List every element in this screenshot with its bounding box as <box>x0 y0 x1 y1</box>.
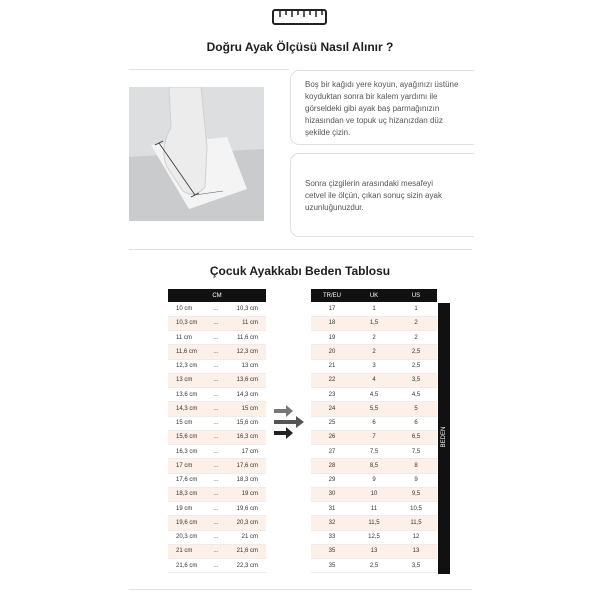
us-cell: 3,5 <box>395 373 437 387</box>
tr-eu-cell: 29 <box>311 473 353 487</box>
beden-label-text: BEDEN <box>441 426 447 448</box>
us-cell: 13 <box>395 544 437 558</box>
tr-eu-cell: 35 <box>311 544 353 558</box>
us-cell: 9,5 <box>395 487 437 501</box>
table-row <box>168 345 266 359</box>
cm-separator-cell: ... <box>206 516 226 530</box>
cm-separator-cell: ... <box>206 316 226 330</box>
cm-from-cell: 21 cm <box>168 544 206 558</box>
uk-cell: 4,5 <box>353 388 395 402</box>
cm-to-cell: 12,3 cm <box>226 345 266 359</box>
cm-separator-cell: ... <box>206 373 226 387</box>
cm-from-cell: 13 cm <box>168 373 206 387</box>
cm-table <box>168 289 266 573</box>
instruction-text: Sonra çizgilerin arasındaki mesafeyi cetvel ile ölçün, çıkan sonuç sizin ayak uzunluğunuzdur. <box>305 179 442 212</box>
table-row <box>168 416 266 430</box>
table-row <box>311 302 437 316</box>
cm-separator-cell: ... <box>206 416 226 430</box>
table-row <box>311 388 437 402</box>
cm-from-cell: 20,3 cm <box>168 530 206 544</box>
table-row <box>311 430 437 444</box>
table-row <box>311 530 437 544</box>
uk-cell: 8,5 <box>353 459 395 473</box>
table-row <box>168 487 266 501</box>
table-row <box>311 502 437 516</box>
cm-from-cell: 12,3 cm <box>168 359 206 373</box>
tr-eu-cell: 19 <box>311 331 353 345</box>
instruction-text: Boş bir kağıdı yere koyun, ayağınızı üstüne koyduktan sonra bir kalem yardımı ile görseldeki gibi ayak baş parmağınızın hizasından ve topuk uç hizanızdan düz şekilde çizin. <box>305 80 459 137</box>
cm-from-cell: 11 cm <box>168 331 206 345</box>
cm-separator-cell: ... <box>206 331 226 345</box>
table-row <box>311 331 437 345</box>
table-row <box>311 559 437 573</box>
uk-cell: 2,5 <box>353 559 395 573</box>
table-row <box>168 502 266 516</box>
foot-measure-photo <box>129 87 264 221</box>
table-row <box>311 416 437 430</box>
table-row <box>168 473 266 487</box>
cm-from-cell: 19,6 cm <box>168 516 206 530</box>
cm-to-cell: 11,6 cm <box>226 331 266 345</box>
cm-separator-cell: ... <box>206 459 226 473</box>
uk-cell: 9 <box>353 473 395 487</box>
cm-separator-cell: ... <box>206 530 226 544</box>
cm-separator-cell: ... <box>206 402 226 416</box>
cm-from-cell: 10,3 cm <box>168 316 206 330</box>
cm-separator-cell: ... <box>206 388 226 402</box>
tr-eu-cell: 26 <box>311 430 353 444</box>
table-row <box>311 445 437 459</box>
cm-separator-cell: ... <box>206 502 226 516</box>
ruler-icon <box>272 9 327 25</box>
cm-header: CM <box>168 289 266 302</box>
table-row <box>311 544 437 558</box>
us-cell: 2 <box>395 316 437 330</box>
table-row <box>168 530 266 544</box>
cm-to-cell: 15,6 cm <box>226 416 266 430</box>
cm-separator-cell: ... <box>206 544 226 558</box>
table-row <box>168 331 266 345</box>
cm-to-cell: 22,3 cm <box>226 559 266 573</box>
cm-to-cell: 17,6 cm <box>226 459 266 473</box>
cm-from-cell: 17 cm <box>168 459 206 473</box>
column-header-uk: UK <box>353 289 395 302</box>
cm-from-cell: 13,6 cm <box>168 388 206 402</box>
table-row <box>311 373 437 387</box>
uk-cell: 6 <box>353 416 395 430</box>
section-divider <box>129 589 472 590</box>
cm-from-cell: 15,6 cm <box>168 430 206 444</box>
instruction-card-step2 <box>290 153 474 237</box>
tr-eu-cell: 18 <box>311 316 353 330</box>
cm-separator-cell: ... <box>206 487 226 501</box>
table-row <box>168 516 266 530</box>
cm-to-cell: 21 cm <box>226 530 266 544</box>
table-row <box>311 316 437 330</box>
cm-from-cell: 16,3 cm <box>168 445 206 459</box>
cm-separator-cell: ... <box>206 359 226 373</box>
table-row <box>168 544 266 558</box>
us-cell: 7,5 <box>395 445 437 459</box>
tr-eu-cell: 30 <box>311 487 353 501</box>
cm-from-cell: 14,3 cm <box>168 402 206 416</box>
cm-to-cell: 15 cm <box>226 402 266 416</box>
table-row <box>168 430 266 444</box>
cm-separator-cell: ... <box>206 430 226 444</box>
table-row <box>311 487 437 501</box>
cm-separator-cell: ... <box>206 445 226 459</box>
cm-to-cell: 11 cm <box>226 316 266 330</box>
us-cell: 6 <box>395 416 437 430</box>
tr-eu-cell: 35 <box>311 559 353 573</box>
cm-from-cell: 19 cm <box>168 502 206 516</box>
cm-from-cell: 10 cm <box>168 302 206 316</box>
cm-to-cell: 19,6 cm <box>226 502 266 516</box>
table-row <box>311 402 437 416</box>
uk-cell: 11 <box>353 502 395 516</box>
beden-label <box>438 427 450 447</box>
tr-eu-cell: 24 <box>311 402 353 416</box>
tr-eu-cell: 20 <box>311 345 353 359</box>
uk-cell: 2 <box>353 345 395 359</box>
cm-from-cell: 11,6 cm <box>168 345 206 359</box>
table-row <box>168 359 266 373</box>
cm-separator-cell: ... <box>206 473 226 487</box>
uk-cell: 10 <box>353 487 395 501</box>
us-cell: 3,5 <box>395 559 437 573</box>
uk-cell: 7 <box>353 430 395 444</box>
cm-separator-cell: ... <box>206 302 226 316</box>
cm-from-cell: 17,6 cm <box>168 473 206 487</box>
cm-to-cell: 21,6 cm <box>226 544 266 558</box>
size-chart-title: Çocuk Ayakkabı Beden Tablosu <box>209 264 391 278</box>
table-row <box>168 302 266 316</box>
us-cell: 1 <box>395 302 437 316</box>
table-row <box>311 459 437 473</box>
cm-separator-cell: ... <box>206 345 226 359</box>
cm-to-cell: 13 cm <box>226 359 266 373</box>
us-cell: 2,5 <box>395 345 437 359</box>
tr-eu-cell: 33 <box>311 530 353 544</box>
us-cell: 2 <box>395 331 437 345</box>
us-cell: 5 <box>395 402 437 416</box>
table-row <box>311 516 437 530</box>
us-cell: 4,5 <box>395 388 437 402</box>
section-divider <box>129 249 472 250</box>
uk-cell: 11,5 <box>353 516 395 530</box>
cm-from-cell: 15 cm <box>168 416 206 430</box>
size-table <box>311 289 437 573</box>
table-row <box>168 445 266 459</box>
tr-eu-cell: 22 <box>311 373 353 387</box>
uk-cell: 3 <box>353 359 395 373</box>
cm-to-cell: 16,3 cm <box>226 430 266 444</box>
cm-from-cell: 21,6 cm <box>168 559 206 573</box>
us-cell: 8 <box>395 459 437 473</box>
uk-cell: 4 <box>353 373 395 387</box>
column-header-us: US <box>395 289 437 302</box>
uk-cell: 7,5 <box>353 445 395 459</box>
table-row <box>168 388 266 402</box>
tr-eu-cell: 27 <box>311 445 353 459</box>
measure-guide-title: Doğru Ayak Ölçüsü Nasıl Alınır ? <box>206 40 394 54</box>
cm-separator-cell: ... <box>206 559 226 573</box>
uk-cell: 2 <box>353 331 395 345</box>
uk-cell: 1 <box>353 302 395 316</box>
cm-to-cell: 10,3 cm <box>226 302 266 316</box>
table-row <box>168 402 266 416</box>
table-row <box>168 316 266 330</box>
uk-cell: 13 <box>353 544 395 558</box>
uk-cell: 12,5 <box>353 530 395 544</box>
uk-cell: 5,5 <box>353 402 395 416</box>
cm-to-cell: 13,6 cm <box>226 373 266 387</box>
tr-eu-cell: 32 <box>311 516 353 530</box>
tr-eu-cell: 25 <box>311 416 353 430</box>
cm-from-cell: 18,3 cm <box>168 487 206 501</box>
tr-eu-cell: 21 <box>311 359 353 373</box>
us-cell: 6,5 <box>395 430 437 444</box>
cm-to-cell: 19 cm <box>226 487 266 501</box>
table-row <box>311 345 437 359</box>
table-row <box>311 359 437 373</box>
table-row <box>311 473 437 487</box>
tr-eu-cell: 31 <box>311 502 353 516</box>
tr-eu-cell: 17 <box>311 302 353 316</box>
us-cell: 12 <box>395 530 437 544</box>
uk-cell: 1,5 <box>353 316 395 330</box>
tr-eu-cell: 23 <box>311 388 353 402</box>
us-cell: 9 <box>395 473 437 487</box>
arrow-right-icon <box>272 405 306 441</box>
cm-to-cell: 17 cm <box>226 445 266 459</box>
table-row <box>168 373 266 387</box>
column-header-tr-eu: TR/EU <box>311 289 353 302</box>
cm-to-cell: 14,3 cm <box>226 388 266 402</box>
table-row <box>168 459 266 473</box>
tr-eu-cell: 28 <box>311 459 353 473</box>
cm-to-cell: 18,3 cm <box>226 473 266 487</box>
us-cell: 11,5 <box>395 516 437 530</box>
instruction-card-step1 <box>290 70 474 145</box>
us-cell: 10,5 <box>395 502 437 516</box>
us-cell: 2,5 <box>395 359 437 373</box>
section-divider <box>129 69 289 70</box>
table-row <box>168 559 266 573</box>
cm-to-cell: 20,3 cm <box>226 516 266 530</box>
